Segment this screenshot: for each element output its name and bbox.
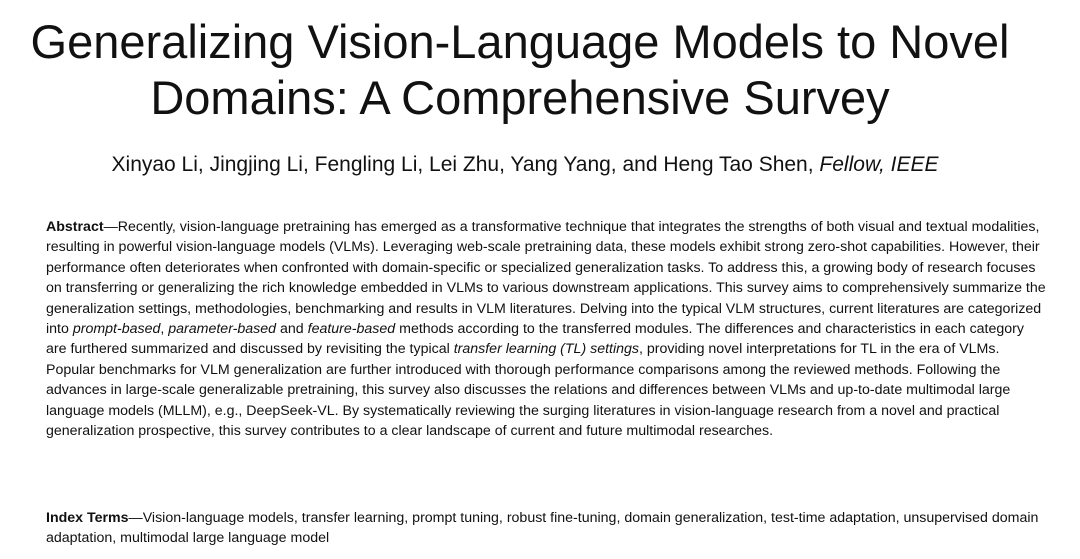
abstract-text-part3: , providing novel interpretations for TL in the era of VLMs. Popular benchmarks for VLM generalization are further introduced with thorough performance comparisons among the reviewed methods. Following the advances in large-scale generalizable pretraining, this survey also discusses the relations and differences between VLMs and up-to-date multimodal large language models (MLLM), e.g., DeepSeek-VL. By systematically reviewing the surging literatures in vision-language research from a novel and practical generalization prospective, this survey contributes to a clear landscape of current and future multimodal researches. [46,341,1011,440]
author-list [0,152,1050,178]
abstract-emphasis-prompt-based: prompt-based [72,321,161,338]
abstract-label: Abstract [46,219,104,235]
author-suffix: Fellow, IEEE [819,153,939,176]
paper-title-line2: Domains: A Comprehensive Survey [150,71,890,124]
author-names: Xinyao Li, Jingjing Li, Fengling Li, Lei Zhu, Yang Yang, and Heng Tao Shen, [111,153,814,176]
index-terms-dash: — [128,510,143,526]
abstract-paragraph [46,217,1046,441]
index-terms-label: Index Terms [46,510,129,526]
abstract-text-part1: Recently, vision-language pretraining has emerged as a transformative technique that integrates the strengths of both visual and textual modalities, resulting in powerful vision-language models (VLMs). Leveraging web-scale pretraining data, these models exhibit strong zero-shot capabilities. However, their performance often deteriorates when confronted with domain-specific or specialized generalization tasks. To address this, a growing body of research focuses on transferring or generalizing the rich knowledge embedded in VLMs to various downstream applications. This survey aims to comprehensively summarize the generalization settings, methodologies, benchmarking and results in VLM literatures. Delving into the typical VLM structures, current literatures are categorized into [46,219,1046,338]
abstract-emphasis-parameter-based: parameter-based [168,321,277,338]
abstract-dash: — [103,219,118,235]
index-terms-paragraph [46,508,1046,549]
abstract-separator-2: and [276,321,308,338]
abstract-emphasis-tl-settings: transfer learning (TL) settings [453,341,640,358]
paper-title-line1: Generalizing Vision-Language Models to Novel [30,15,1010,68]
abstract-text-part2: methods according to the transferred modules. The differences and characteristics in each category are furthered summarized and discussed by revisiting the typical [46,321,1024,358]
abstract-separator-1: , [160,321,169,338]
abstract-emphasis-feature-based: feature-based [307,321,396,338]
paper-title [0,14,1040,126]
index-terms-text: Vision-language models, transfer learning, prompt tuning, robust fine-tuning, domain generalization, test-time adaptation, unsupervised domain adaptation, multimodal large language model [46,510,1039,547]
